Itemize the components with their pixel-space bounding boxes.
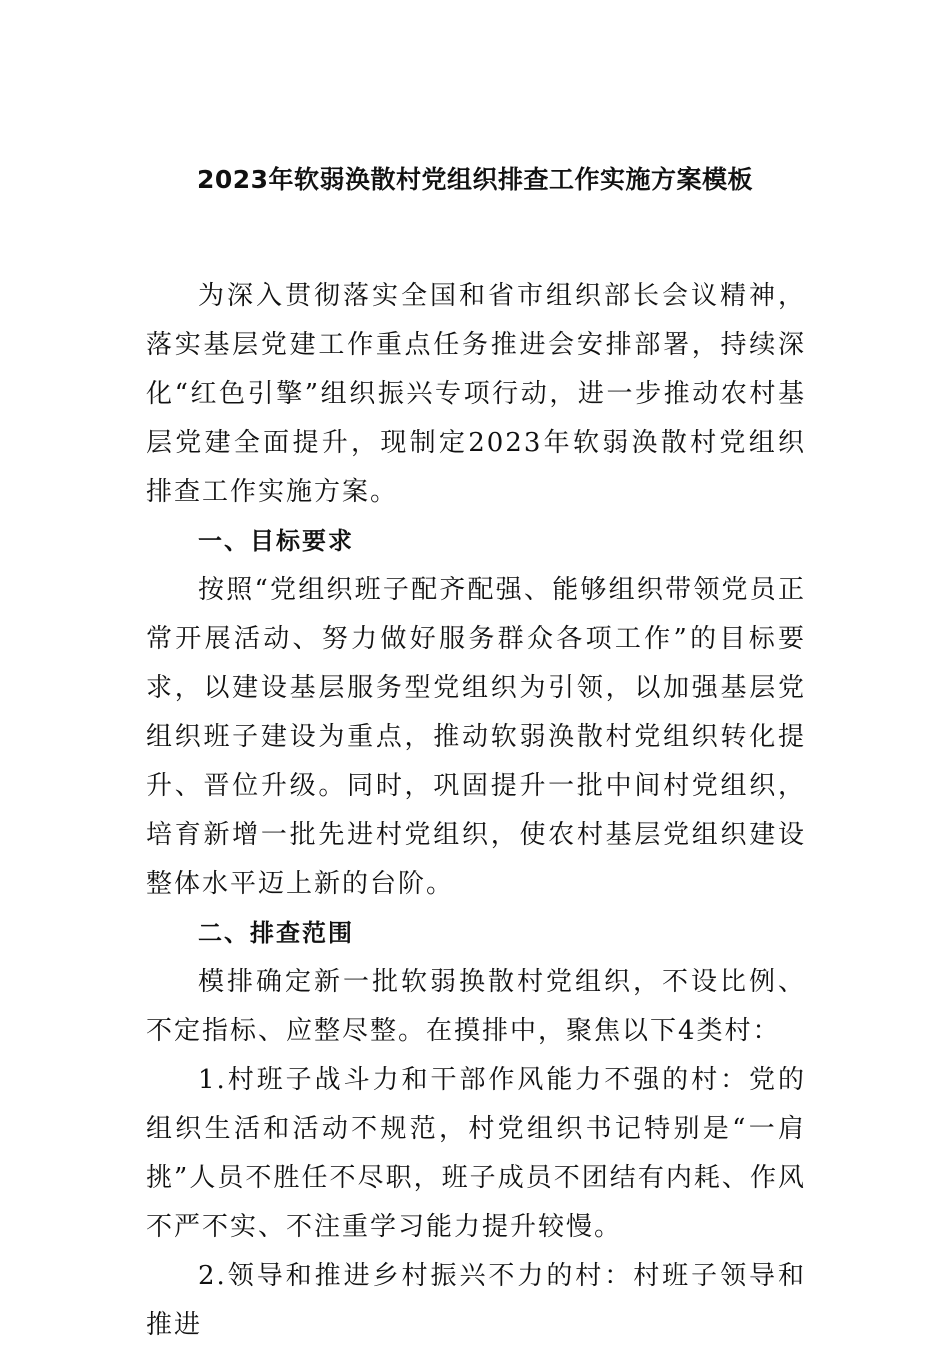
- document-body: [146, 272, 806, 1350]
- section-heading-goals: 一、目标要求: [198, 527, 354, 555]
- section-heading-scope: 二、排查范围: [198, 919, 354, 947]
- scope-item-1: 1.村班子战斗力和干部作风能力不强的村：党的组织生活和活动不规范，村党组织书记特别是“一肩挑”人员不胜任不尽职，班子成员不团结有内耗、作风不严不实、不注重学习能力提升较慢。: [146, 1065, 806, 1242]
- goals-paragraph: 按照“党组织班子配齐配强、能够组织带领党员正常开展活动、努力做好服务群众各项工作”的目标要求，以建设基层服务型党组织为引领，以加强基层党组织班子建设为重点，推动软弱涣散村党组织转化提升、晋位升级。同时，巩固提升一批中间村党组织，培育新增一批先进村党组织，使农村基层党组织建设整体水平迈上新的台阶。: [146, 575, 806, 899]
- document-title: 2023年软弱涣散村党组织排查工作实施方案模板: [196, 165, 754, 194]
- intro-paragraph: 为深入贯彻落实全国和省市组织部长会议精神，落实基层党建工作重点任务推进会安排部署，持续深化“红色引擎”组织振兴专项行动，进一步推动农村基层党建全面提升，现制定2023年软弱涣散村党组织排查工作实施方案。: [146, 281, 806, 507]
- scope-item-2: 2.领导和推进乡村振兴不力的村：村班子领导和推进: [146, 1261, 806, 1340]
- scope-paragraph: 模排确定新一批软弱换散村党组织，不设比例、不定指标、应整尽整。在摸排中，聚焦以下4类村：: [146, 967, 806, 1046]
